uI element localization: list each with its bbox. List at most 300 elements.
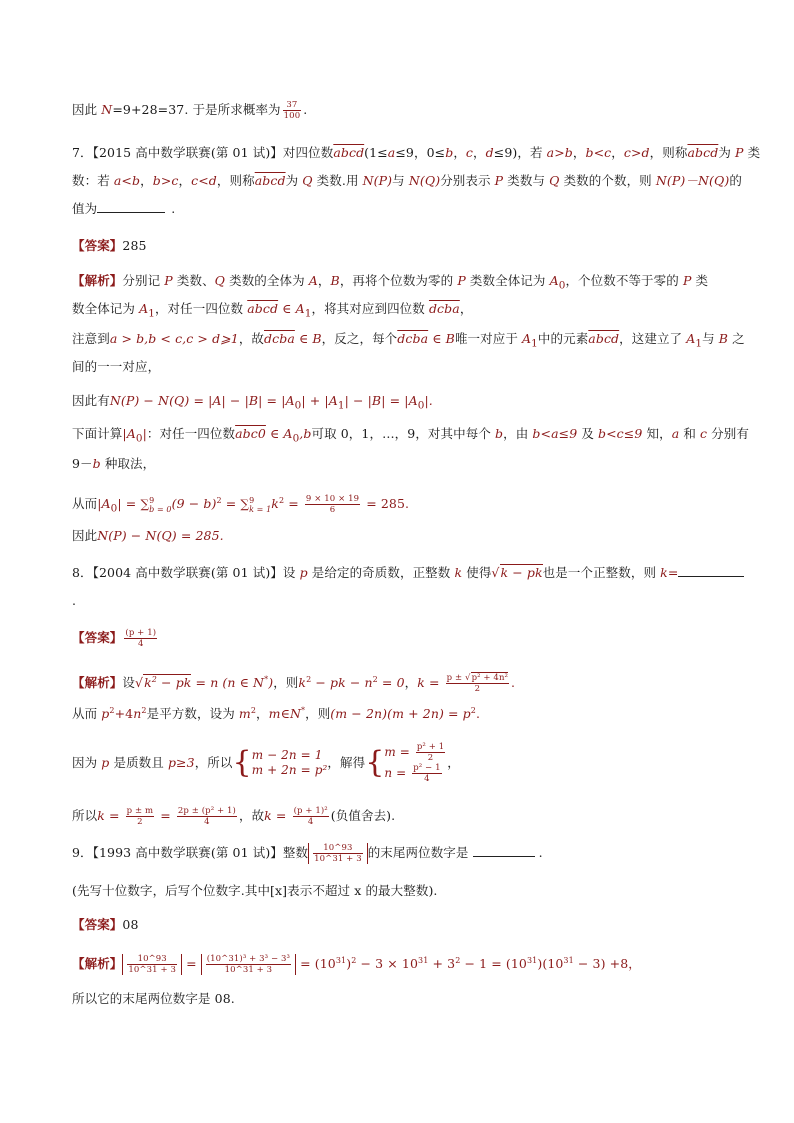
subscript: 1: [531, 337, 538, 350]
sqrt-sign: √: [491, 565, 500, 580]
subscript: 0: [417, 399, 425, 412]
denominator: 4: [204, 817, 210, 827]
text: .: [534, 845, 543, 860]
text: 注意到: [72, 331, 110, 346]
var: A: [686, 331, 696, 346]
text: 是平方数，设为: [146, 706, 239, 722]
exponent: 2: [470, 706, 476, 715]
floor-bracket: [308, 843, 368, 864]
math: |A: [97, 496, 111, 512]
subscript: 1: [304, 307, 312, 320]
analysis-7-line-2: [72, 300, 732, 323]
math: N(P) − N(Q) = 285.: [97, 528, 224, 543]
text: 分别有: [707, 426, 749, 441]
text: 与: [702, 331, 719, 346]
text: ，这建立了: [619, 331, 687, 346]
math: =: [221, 496, 241, 512]
analysis-7-line-3: [72, 330, 745, 353]
math: =: [182, 956, 201, 972]
question-number: 7．: [72, 145, 93, 160]
subscript: 0: [110, 502, 118, 515]
text: ，则称: [216, 173, 255, 188]
line-prob-result: [72, 100, 732, 121]
math: a<b: [113, 173, 141, 188]
text: 分别表示: [440, 173, 495, 188]
fraction: [446, 673, 509, 694]
math: a > b,b < c,c > d⩾1: [109, 331, 239, 346]
solution-system: [384, 742, 447, 784]
text: 类数全体记为: [465, 273, 550, 288]
math: ∈ A: [265, 426, 293, 441]
answer-value: 285: [122, 238, 147, 253]
text: ，则: [305, 706, 331, 722]
overline-abcd: abcd: [254, 173, 286, 188]
math: +4: [114, 706, 134, 722]
radicand: k − pk: [500, 565, 543, 580]
floor-bracket: [201, 954, 296, 975]
math: = n (n ∈ N: [191, 675, 265, 691]
floor-bracket: [122, 954, 182, 975]
fraction: [293, 806, 329, 827]
math: − 3) +8，: [573, 956, 641, 972]
lower-limit: b = 0: [149, 504, 172, 514]
text: 知，: [642, 426, 672, 441]
text: 为: [285, 173, 303, 188]
math: p: [101, 706, 110, 722]
text: 数：若: [72, 173, 114, 188]
var: d: [485, 145, 494, 160]
overline-abcd: abcd: [333, 145, 365, 160]
var: B: [312, 331, 322, 346]
text: ，: [473, 145, 486, 160]
text: ，所以: [194, 755, 233, 770]
analysis-9-line-2: [72, 990, 732, 1008]
denominator: 2: [474, 684, 481, 695]
math: =: [156, 808, 175, 823]
math: N(Q): [408, 173, 441, 188]
text: ，: [140, 173, 153, 188]
question-7-line-1: [72, 144, 761, 162]
numerator: (p + 1)²: [293, 806, 328, 816]
analysis-label: 【解析】: [72, 675, 123, 691]
question-9-line-1: [72, 843, 732, 864]
overline-abcd: abcd: [247, 301, 279, 316]
text: 从而: [72, 496, 98, 512]
math: b>c: [152, 173, 179, 188]
math: k: [298, 675, 307, 691]
exponent: *: [300, 706, 306, 715]
text: 从而: [72, 706, 102, 722]
math: − pk: [156, 675, 192, 691]
text: ，: [178, 173, 192, 188]
exponent: 2: [216, 496, 222, 505]
var: A: [549, 273, 559, 288]
text: ，故: [238, 331, 265, 346]
text: 类: [743, 145, 761, 160]
question-number: 9．: [72, 845, 93, 860]
math: k =: [97, 808, 124, 823]
analysis-7-line-5: [72, 392, 732, 415]
numerator: 10^93: [313, 843, 363, 854]
text: 所以它的末尾两位数字是 08.: [72, 991, 235, 1006]
text: ≤9，0≤: [395, 145, 446, 160]
text: 因此有: [72, 393, 110, 408]
text: ，反之，每个: [321, 331, 398, 346]
overline-abc0: abc0: [235, 426, 266, 441]
math: − pk − n: [311, 675, 373, 691]
denominator: 10^31 + 3: [314, 854, 362, 864]
fraction: [313, 843, 363, 864]
var: b: [495, 426, 504, 441]
text: ，: [459, 301, 473, 316]
numerator: 2p ± (p² + 1): [177, 806, 236, 816]
math: N(P) − N(Q) = |A| − |B| = |A: [109, 393, 295, 408]
math: k: [144, 675, 152, 691]
math: | − |B| = |A: [344, 393, 418, 408]
question-8-line-1: [72, 564, 732, 582]
var: P: [682, 273, 692, 288]
text: ，: [447, 755, 460, 770]
answer-8: [72, 628, 732, 649]
var: B: [445, 331, 455, 346]
math: ∈: [278, 301, 296, 316]
overline-abcd: abcd: [588, 331, 620, 346]
text: ，: [256, 706, 269, 722]
text: 值为: [72, 201, 98, 216]
numerator: p² − 1: [413, 763, 441, 773]
math: m: [238, 706, 251, 722]
overline-dcba: dcba: [397, 331, 429, 346]
text: 及: [577, 426, 598, 441]
question-source: 【1993 高中数学联赛(第 01 试)】: [92, 845, 283, 860]
subscript: 0: [294, 399, 302, 412]
text: ：对任一四位数: [146, 426, 236, 441]
subscript: 1: [148, 307, 155, 320]
text: 类数的个数，则: [559, 173, 656, 188]
var: p: [101, 755, 110, 770]
var: Q: [549, 173, 560, 188]
analysis-7-line-1: [72, 272, 732, 295]
overline-abcd: abcd: [687, 145, 719, 160]
analysis-7-line-4: [72, 358, 732, 376]
var: A: [295, 301, 305, 316]
analysis-label: 【解析】: [72, 273, 123, 288]
denominator: 2: [137, 817, 143, 827]
text: 类数的全体为: [225, 273, 309, 288]
text: ，则: [273, 675, 299, 691]
math: N(P)－N(Q): [655, 173, 730, 188]
answer-blank[interactable]: [473, 844, 535, 857]
question-number: 8．: [72, 565, 93, 580]
analysis-8-line-4: [72, 806, 732, 827]
text: 类数、: [172, 273, 215, 288]
sum-limits: [249, 496, 271, 514]
text: 唯一对应于: [454, 331, 523, 346]
text: 类数.用: [312, 173, 363, 188]
text: (负值舍去).: [330, 808, 396, 823]
sigma-symbol: ∑: [240, 497, 250, 512]
text: 类数与: [503, 173, 550, 188]
math: c>d: [623, 145, 650, 160]
text: 的: [729, 173, 742, 188]
equation: m − 2n = 1: [251, 748, 323, 762]
denominator: 4: [307, 817, 314, 827]
question-source: 【2004 高中数学联赛(第 01 试)】: [92, 565, 283, 580]
question-8-line-2: [72, 592, 732, 610]
numerator: p² + 1: [416, 742, 445, 752]
var: P: [494, 173, 504, 188]
math: = 0: [377, 675, 405, 691]
text: 设: [282, 565, 300, 580]
math: ∈: [294, 331, 313, 346]
math: N(P): [362, 173, 393, 188]
text: 分别记: [122, 273, 165, 288]
question-source: 【2015 高中数学联赛(第 01 试)】: [92, 145, 283, 160]
var: c: [465, 145, 474, 160]
exponent: 2: [278, 496, 285, 505]
fraction-37-100: [283, 100, 302, 121]
var: b: [92, 456, 101, 471]
analysis-7-line-8: 从而$|A_0|$ = ∑ 9 b = 0 $(9 - b)^2$ = ∑ 9 k = 1 $k^2$ = $\frac{9 \times 10 \times 19}{6}$ = 285.: [72, 494, 410, 516]
var: P: [735, 145, 744, 160]
fraction: [127, 954, 177, 975]
answer-9: [72, 916, 732, 934]
math: | + |A: [301, 393, 338, 408]
var: P: [457, 273, 466, 288]
subscript: 0: [558, 279, 566, 292]
text: ，则称: [649, 145, 688, 160]
text: ，个位数不等于零的: [565, 273, 683, 288]
text: 可取 0，1，…，9，对其中每个: [311, 426, 495, 441]
subscript: 0: [135, 432, 143, 445]
math: m =: [384, 745, 414, 759]
var: Q: [214, 273, 226, 288]
var: c: [700, 426, 708, 441]
numerator: 10^93: [127, 954, 177, 965]
question-9-line-2: [72, 882, 732, 900]
math: ): [346, 956, 352, 972]
text: ，: [317, 273, 331, 288]
var: A: [308, 273, 318, 288]
text: 种取法，: [100, 456, 156, 471]
math: |.: [424, 393, 433, 408]
math: + 3: [428, 956, 456, 972]
text: ，: [453, 145, 466, 160]
exponent: 2: [141, 706, 147, 715]
numerator: p ± m: [126, 806, 154, 816]
upper-limit: 9: [149, 495, 155, 505]
math: .: [475, 706, 481, 722]
var: A: [139, 301, 149, 316]
analysis-8-line-3: [72, 742, 732, 782]
subscript: 1: [337, 399, 345, 412]
math: | =: [117, 496, 141, 512]
analysis-7-line-6: [72, 425, 749, 448]
math: = 285.: [362, 496, 410, 512]
math: |: [142, 426, 147, 441]
math: k =: [264, 808, 291, 823]
upper-limit: 9: [249, 495, 255, 505]
text: 对四位数: [282, 145, 334, 160]
analysis-7-line-9: [72, 527, 732, 545]
numerator: (p + 1): [125, 628, 157, 638]
var: B: [330, 273, 340, 288]
math: b<c: [585, 145, 612, 160]
var: p: [299, 565, 308, 580]
exponent: 2: [372, 675, 378, 684]
var: k: [454, 565, 463, 580]
text: 因为: [72, 755, 102, 770]
exponent: 2: [455, 956, 461, 965]
analysis-8-line-1: [72, 671, 732, 694]
var-N: N: [101, 102, 113, 117]
text: 也是一个正整数，则: [542, 565, 661, 580]
math: ,b: [299, 426, 312, 441]
exponent: 2: [109, 706, 115, 715]
math: m∈N: [268, 706, 301, 722]
text: 和: [679, 426, 700, 441]
numerator: 9 × 10 × 19: [305, 494, 360, 505]
numerator: (10^31)³ + 3³ − 3³: [206, 954, 291, 965]
text: .: [303, 102, 308, 117]
exponent: 31: [335, 956, 347, 965]
text: 类: [691, 273, 709, 288]
text: ，: [404, 675, 418, 691]
math: n: [133, 706, 142, 722]
text: ，对任一四位数: [154, 301, 248, 316]
text: .: [72, 593, 77, 608]
exponent: 2: [250, 706, 257, 715]
answer-label: 【答案】: [72, 630, 123, 645]
text: 9－: [72, 456, 93, 471]
var: b: [445, 145, 454, 160]
text: ，解得: [327, 755, 366, 770]
numerator: 37: [283, 100, 302, 111]
math: b<a≤9: [532, 426, 578, 441]
exponent: 31: [563, 956, 574, 965]
denominator: 10^31 + 3: [128, 965, 176, 976]
math: ∈: [428, 331, 446, 346]
math: )(10: [537, 956, 564, 972]
exponent: *: [264, 675, 269, 684]
math: k: [271, 496, 279, 512]
analysis-label: 【解析】: [72, 956, 123, 972]
text: 因此: [72, 102, 102, 117]
denominator: 4: [424, 774, 430, 784]
math: c<d: [191, 173, 217, 188]
sigma-symbol: ∑: [140, 497, 150, 512]
text: 中的元素: [537, 331, 589, 346]
text: (1≤: [364, 145, 388, 160]
exponent: 2: [306, 675, 312, 684]
text: 设: [122, 675, 136, 691]
answer-7: [72, 237, 732, 255]
text: ，再将个位数为零的: [339, 273, 458, 288]
math: p ±: [446, 673, 466, 684]
text: 间的一一对应，: [72, 359, 161, 374]
numerator: p ± √p² + 4n²: [446, 673, 509, 684]
answer-label: 【答案】: [72, 238, 123, 253]
text: ，将其对应到四位数: [311, 301, 429, 316]
math: = (10: [296, 956, 336, 972]
equation: m + 2n = p²: [251, 763, 328, 777]
exponent: 31: [418, 956, 429, 965]
fraction: [305, 494, 360, 515]
math: .: [511, 675, 516, 691]
var: Q: [302, 173, 313, 188]
analysis-7-line-7: [72, 455, 732, 473]
math: (9 − b): [171, 496, 217, 512]
text: 数全体记为: [72, 301, 140, 316]
math: − 1 = (10: [460, 956, 527, 972]
denominator: 100: [283, 111, 301, 121]
text: 为: [718, 145, 736, 160]
exponent: 2: [151, 675, 157, 684]
answer-blank[interactable]: [97, 200, 165, 213]
sum-limits: [149, 496, 172, 514]
math: |A: [122, 426, 136, 441]
denominator: 4: [138, 639, 144, 649]
fraction: [126, 806, 155, 827]
question-7-line-3: [72, 200, 732, 218]
left-brace: {: [232, 745, 252, 780]
var: B: [718, 331, 729, 346]
equation-system: [252, 748, 328, 778]
text: 与: [392, 173, 409, 188]
subscript: 1: [695, 337, 703, 350]
math: b<c≤9: [598, 426, 643, 441]
math: ): [268, 675, 274, 691]
overline-dcba: dcba: [264, 331, 295, 346]
text: =9+28=37. 于是所求概率为: [112, 102, 281, 117]
answer-label: 【答案】: [72, 917, 123, 932]
fraction: [177, 806, 237, 827]
overline-dcba: dcba: [428, 301, 460, 316]
var: P: [164, 273, 173, 288]
radicand: [143, 674, 191, 690]
text: 整数: [282, 845, 309, 860]
denominator: 2: [427, 753, 434, 763]
text: ，: [611, 145, 624, 160]
text: (先写十位数字，后写个位数字.其中[x]表示不超过 x 的最大整数).: [72, 883, 438, 898]
math: k=: [660, 565, 679, 580]
lower-limit: k = 1: [249, 504, 272, 514]
text: 所以: [72, 808, 98, 823]
math: k =: [417, 675, 444, 691]
sqrt-sign: √: [135, 675, 144, 691]
math: (m − 2n)(m + 2n) = p: [330, 706, 471, 722]
text: 是质数且: [109, 755, 168, 770]
text: .: [171, 201, 176, 216]
subscript: 0: [292, 432, 300, 445]
radicand: p² + 4n²: [471, 673, 509, 684]
var: a: [671, 426, 680, 441]
fraction: [206, 954, 291, 975]
answer-blank[interactable]: [678, 564, 744, 577]
math: a>b: [546, 145, 573, 160]
text: ，故: [238, 808, 265, 823]
text: ，由: [503, 426, 533, 441]
exponent: 31: [526, 956, 538, 965]
text: 之: [728, 331, 745, 346]
math: − 3 × 10: [356, 956, 419, 972]
math: p≥3: [167, 755, 195, 770]
question-7-line-2: [72, 172, 742, 190]
var: A: [522, 331, 532, 346]
math: n =: [384, 766, 411, 780]
denominator: 10^31 + 3: [224, 965, 273, 976]
analysis-8-line-2: [72, 702, 732, 723]
